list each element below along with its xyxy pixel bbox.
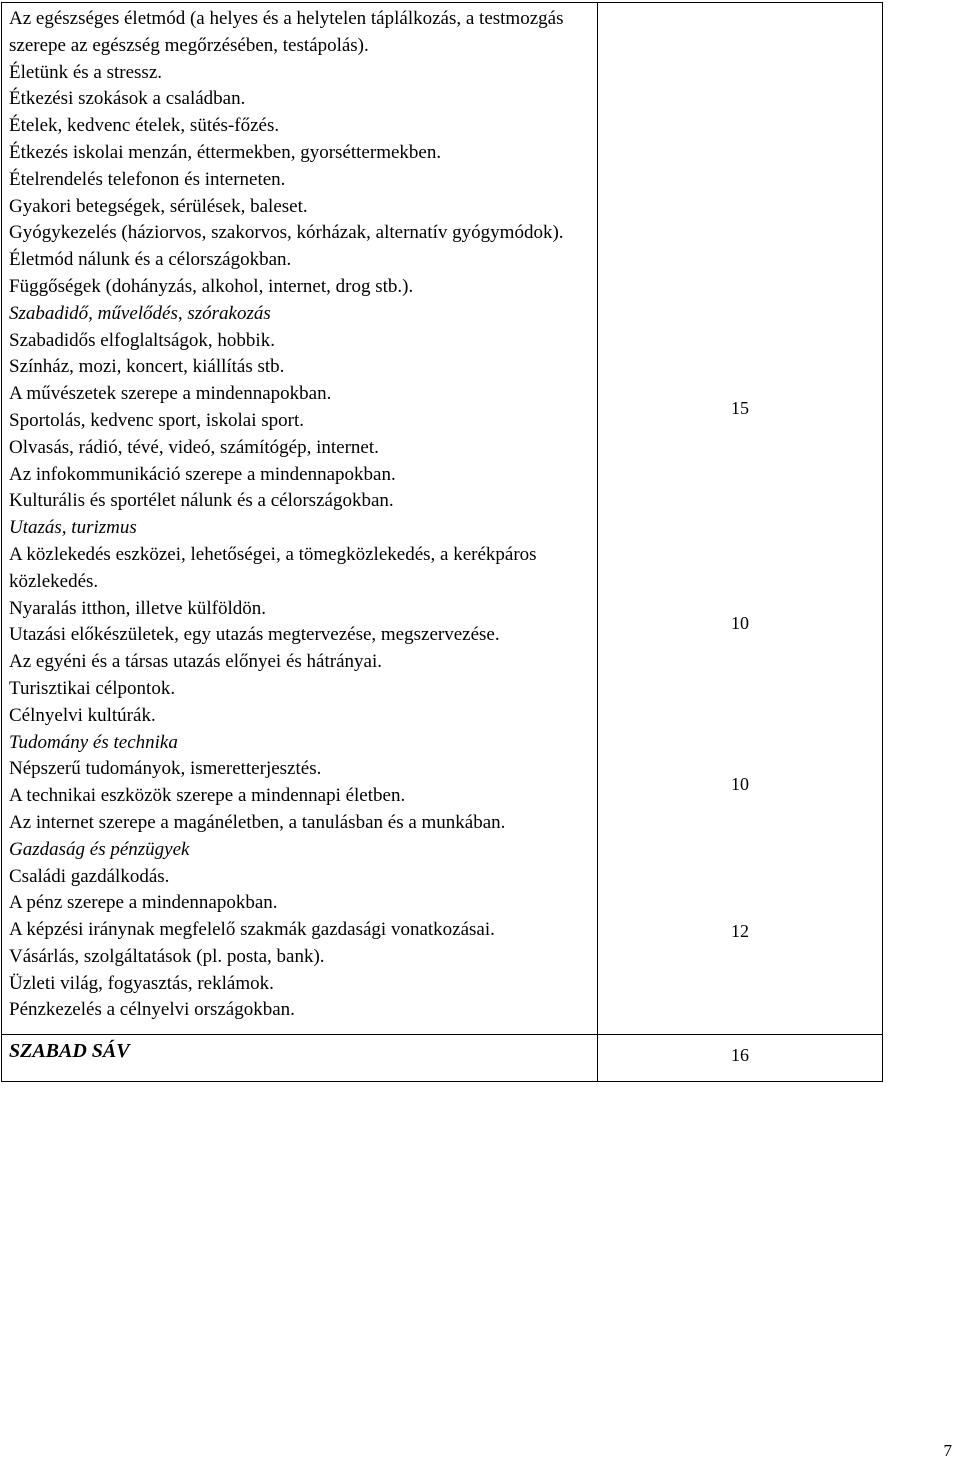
topic-line: A technikai eszközök szerepe a mindennapi életben.: [9, 785, 406, 807]
topic-line: Étkezési szokások a családban.: [9, 88, 246, 110]
topic-block: [9, 6, 591, 301]
topic-block: [9, 730, 591, 837]
section-heading: Szabadidő, művelődés, szórakozás: [9, 302, 271, 324]
topic-line: A művészetek szerepe a mindennapokban.: [9, 383, 332, 405]
topic-line: Kulturális és sportélet nálunk és a célországokban.: [9, 490, 394, 512]
topic-line: Az infokommunikáció szerepe a mindennapokban.: [9, 463, 396, 485]
topic-line: Életmód nálunk és a célországokban.: [9, 249, 292, 271]
block-hours: 15: [731, 398, 749, 419]
topic-line: Utazási előkészületek, egy utazás megtervezése, megszervezése.: [9, 624, 500, 646]
topic-line: Üzleti világ, fogyasztás, reklámok.: [9, 972, 274, 994]
topic-line: Családi gazdálkodás.: [9, 865, 170, 887]
free-band-hours: 16: [731, 1045, 749, 1066]
topic-line: Turisztikai célpontok.: [9, 677, 176, 699]
topic-line: Olvasás, rádió, tévé, videó, számítógép, internet.: [9, 436, 379, 458]
topic-line: Életünk és a stressz.: [9, 61, 163, 83]
free-band-cell: [2, 1035, 598, 1082]
topic-line: Célnyelvi kultúrák.: [9, 704, 156, 726]
topic-line: Szabadidős elfoglaltságok, hobbik.: [9, 329, 275, 351]
section-heading: Utazás, turizmus: [9, 517, 137, 539]
topic-line: Az egyéni és a társas utazás előnyei és hátrányai.: [9, 651, 382, 673]
topic-line: Függőségek (dohányzás, alkohol, internet, drog stb.).: [9, 275, 414, 297]
topic-line: Az internet szerepe a magánéletben, a tanulásban és a munkában.: [9, 811, 506, 833]
free-band-row: [2, 1035, 883, 1082]
hours-cell: [598, 3, 883, 1035]
topic-block: [9, 301, 591, 515]
section-heading: Tudomány és technika: [9, 731, 178, 753]
free-band-hours-cell: [598, 1035, 883, 1082]
block-hours: 10: [731, 773, 749, 794]
topic-line: Népszerű tudományok, ismeretterjesztés.: [9, 758, 322, 780]
topic-line: Gyógykezelés (háziorvos, szakorvos, kórházak, alternatív gyógymódok).: [9, 222, 564, 244]
topic-line: Pénzkezelés a célnyelvi országokban.: [9, 999, 295, 1021]
topic-line: A képzési iránynak megfelelő szakmák gazdasági vonatkozásai.: [9, 919, 495, 941]
topic-line: Gyakori betegségek, sérülések, baleset.: [9, 195, 308, 217]
curriculum-table: [1, 2, 883, 1082]
block-hours: 12: [731, 920, 749, 941]
topic-line: Étkezés iskolai menzán, éttermekben, gyorséttermekben.: [9, 141, 442, 163]
topics-cell: [2, 3, 598, 1035]
topic-block: [9, 515, 591, 729]
section-heading: Gazdaság és pénzügyek: [9, 838, 190, 860]
topic-block: [9, 837, 591, 1025]
topic-line: A közlekedés eszközei, lehetőségei, a tömegközlekedés, a kerékpáros közlekedés.: [9, 543, 537, 592]
topics-row: [2, 3, 883, 1035]
free-band-label: SZABAD SÁV: [9, 1040, 130, 1063]
page-number: 7: [943, 1441, 952, 1460]
topic-line: Ételek, kedvenc ételek, sütés-főzés.: [9, 115, 280, 137]
topic-line: Az egészséges életmód (a helyes és a helytelen táplálkozás, a testmozgás szerepe az egészség megőrzésében, testápolás).: [9, 8, 564, 56]
topic-line: A pénz szerepe a mindennapokban.: [9, 892, 278, 914]
topic-line: Sportolás, kedvenc sport, iskolai sport.: [9, 409, 304, 431]
topic-line: Vásárlás, szolgáltatások (pl. posta, bank).: [9, 945, 325, 967]
topic-line: Színház, mozi, koncert, kiállítás stb.: [9, 356, 285, 378]
block-hours: 10: [731, 612, 749, 633]
topic-line: Nyaralás itthon, illetve külföldön.: [9, 597, 266, 619]
topic-line: Ételrendelés telefonon és interneten.: [9, 168, 286, 190]
